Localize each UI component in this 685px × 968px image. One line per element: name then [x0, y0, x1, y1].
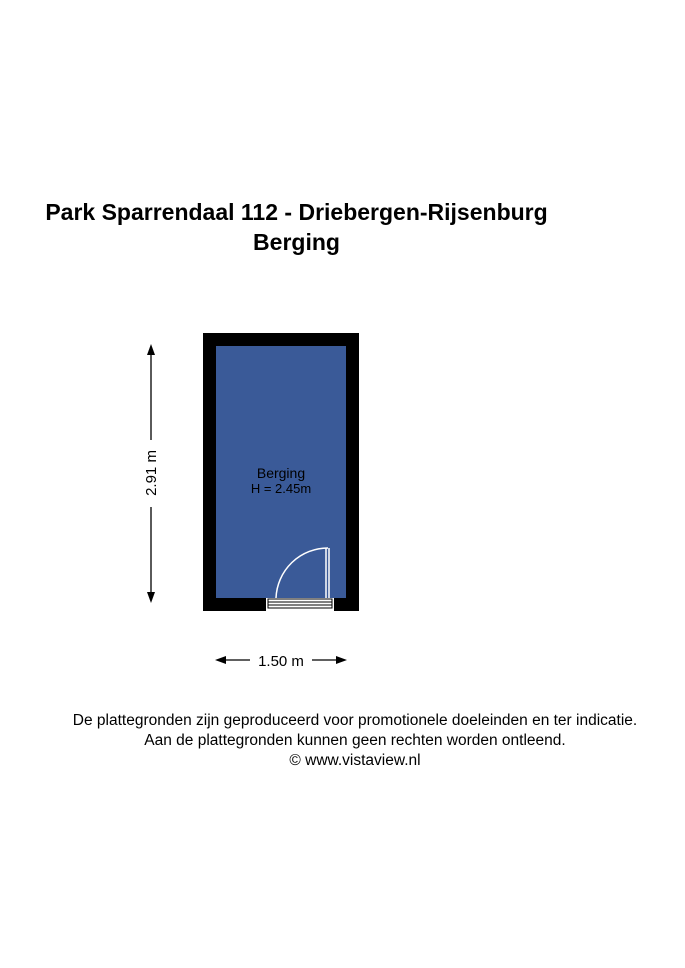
- page-title: Park Sparrendaal 112 - Driebergen-Rijsenburg: [45, 199, 548, 225]
- disclaimer-line-1: De plattegronden zijn geproduceerd voor promotionele doeleinden en ter indicatie.: [72, 712, 638, 729]
- door-threshold: [268, 599, 332, 608]
- vertical-dimension-label: 2.91 m: [143, 450, 160, 496]
- copyright-line: © www.vistaview.nl: [289, 752, 421, 769]
- floor-title: Berging: [253, 229, 340, 255]
- disclaimer-line-2: Aan de plattegronden kunnen geen rechten worden ontleend.: [144, 732, 566, 749]
- horizontal-dimension-label: 1.50 m: [258, 653, 304, 670]
- room-height: H = 2.45m: [250, 481, 312, 496]
- room-name: Berging: [256, 465, 306, 481]
